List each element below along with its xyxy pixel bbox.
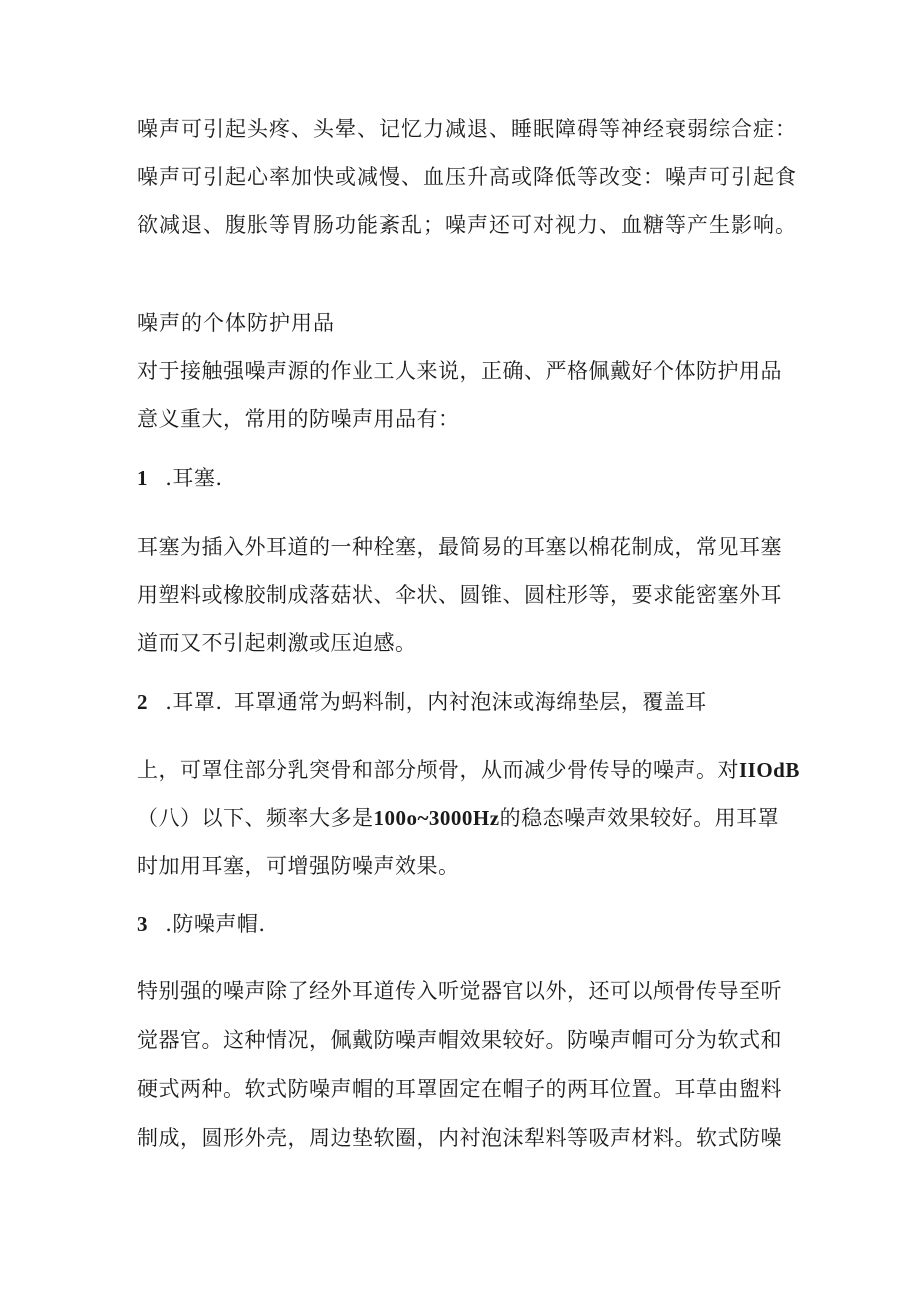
paragraph-3-line-1: 耳塞为插入外耳道的一种栓塞，最简易的耳塞以棉花制成，常见耳塞 bbox=[137, 535, 782, 559]
paragraph-4-line-2-text-a: （八）以下、频率大多是 bbox=[137, 806, 374, 830]
list-item-3-number: 3 bbox=[137, 912, 148, 936]
paragraph-5-line-3: 硬式两种。软式防噪声帽的耳罩固定在帽子的两耳位置。耳草由盥料 bbox=[137, 1077, 782, 1101]
paragraph-1-line-3: 欲减退、腹胀等胃肠功能紊乱；噪声还可对视力、血糖等产生影响。 bbox=[137, 213, 797, 237]
paragraph-5-line-1: 特别强的噪声除了经外耳道传入听觉器官以外，还可以颅骨传导至听 bbox=[137, 979, 782, 1003]
paragraph-5-line-4: 制成，圆形外壳，周边垫软圈，内衬泡沫犁料等吸声材料。软式防噪 bbox=[137, 1126, 782, 1150]
paragraph-1-line-1: 噪声可引起头疼、头晕、记忆力减退、睡眠障碍等神经衰弱综合症： bbox=[137, 117, 797, 141]
list-item-1 bbox=[137, 463, 223, 493]
list-item-2 bbox=[137, 687, 707, 717]
list-item-1-number: 1 bbox=[137, 466, 148, 490]
paragraph-2-line-2: 意义重大，常用的防噪声用品有： bbox=[137, 407, 460, 431]
paragraph-4-decibel-value: IIOdB bbox=[739, 758, 800, 782]
list-item-2-text: 耳罩通常为蚂料制，内衬泡沫或海绵垫层，覆盖耳 bbox=[233, 690, 707, 714]
paragraph-1-line-2: 噪声可引起心率加快或减慢、血压升高或降低等改变：噪声可引起食 bbox=[137, 165, 797, 189]
paragraph-3-line-2: 用塑料或橡胶制成落菇状、伞状、圆锥、圆柱形等，要求能密塞外耳 bbox=[137, 583, 782, 607]
paragraph-4-line-1 bbox=[137, 755, 800, 785]
paragraph-4-line-3: 时加用耳塞，可增强防噪声效果。 bbox=[137, 854, 460, 878]
paragraph-4-frequency-range: 100o~3000Hz bbox=[373, 806, 500, 830]
paragraph-4-line-2-text-c: 的稳态噪声效果较好。用耳罩 bbox=[499, 806, 780, 830]
list-item-3 bbox=[137, 909, 266, 939]
paragraph-4-line-1-text: 上，可罩住部分乳突骨和部分颅骨，从而减少骨传导的噪声。对 bbox=[137, 758, 739, 782]
list-item-2-number: 2 bbox=[137, 690, 148, 714]
list-item-1-title: .耳塞. bbox=[165, 466, 223, 490]
list-item-2-title: .耳罩. bbox=[165, 690, 223, 714]
list-item-3-title: .防噪声帽. bbox=[165, 912, 266, 936]
paragraph-5-line-2: 觉器官。这种情况，佩戴防噪声帽效果较好。防噪声帽可分为软式和 bbox=[137, 1028, 782, 1052]
paragraph-2-line-1: 对于接触强噪声源的作业工人来说，正确、严格佩戴好个体防护用品 bbox=[137, 359, 782, 383]
section-heading: 噪声的个体防护用品 bbox=[137, 311, 335, 335]
paragraph-3-line-3: 道而又不引起刺激或压迫感。 bbox=[137, 631, 417, 655]
paragraph-4-line-2 bbox=[137, 803, 779, 833]
